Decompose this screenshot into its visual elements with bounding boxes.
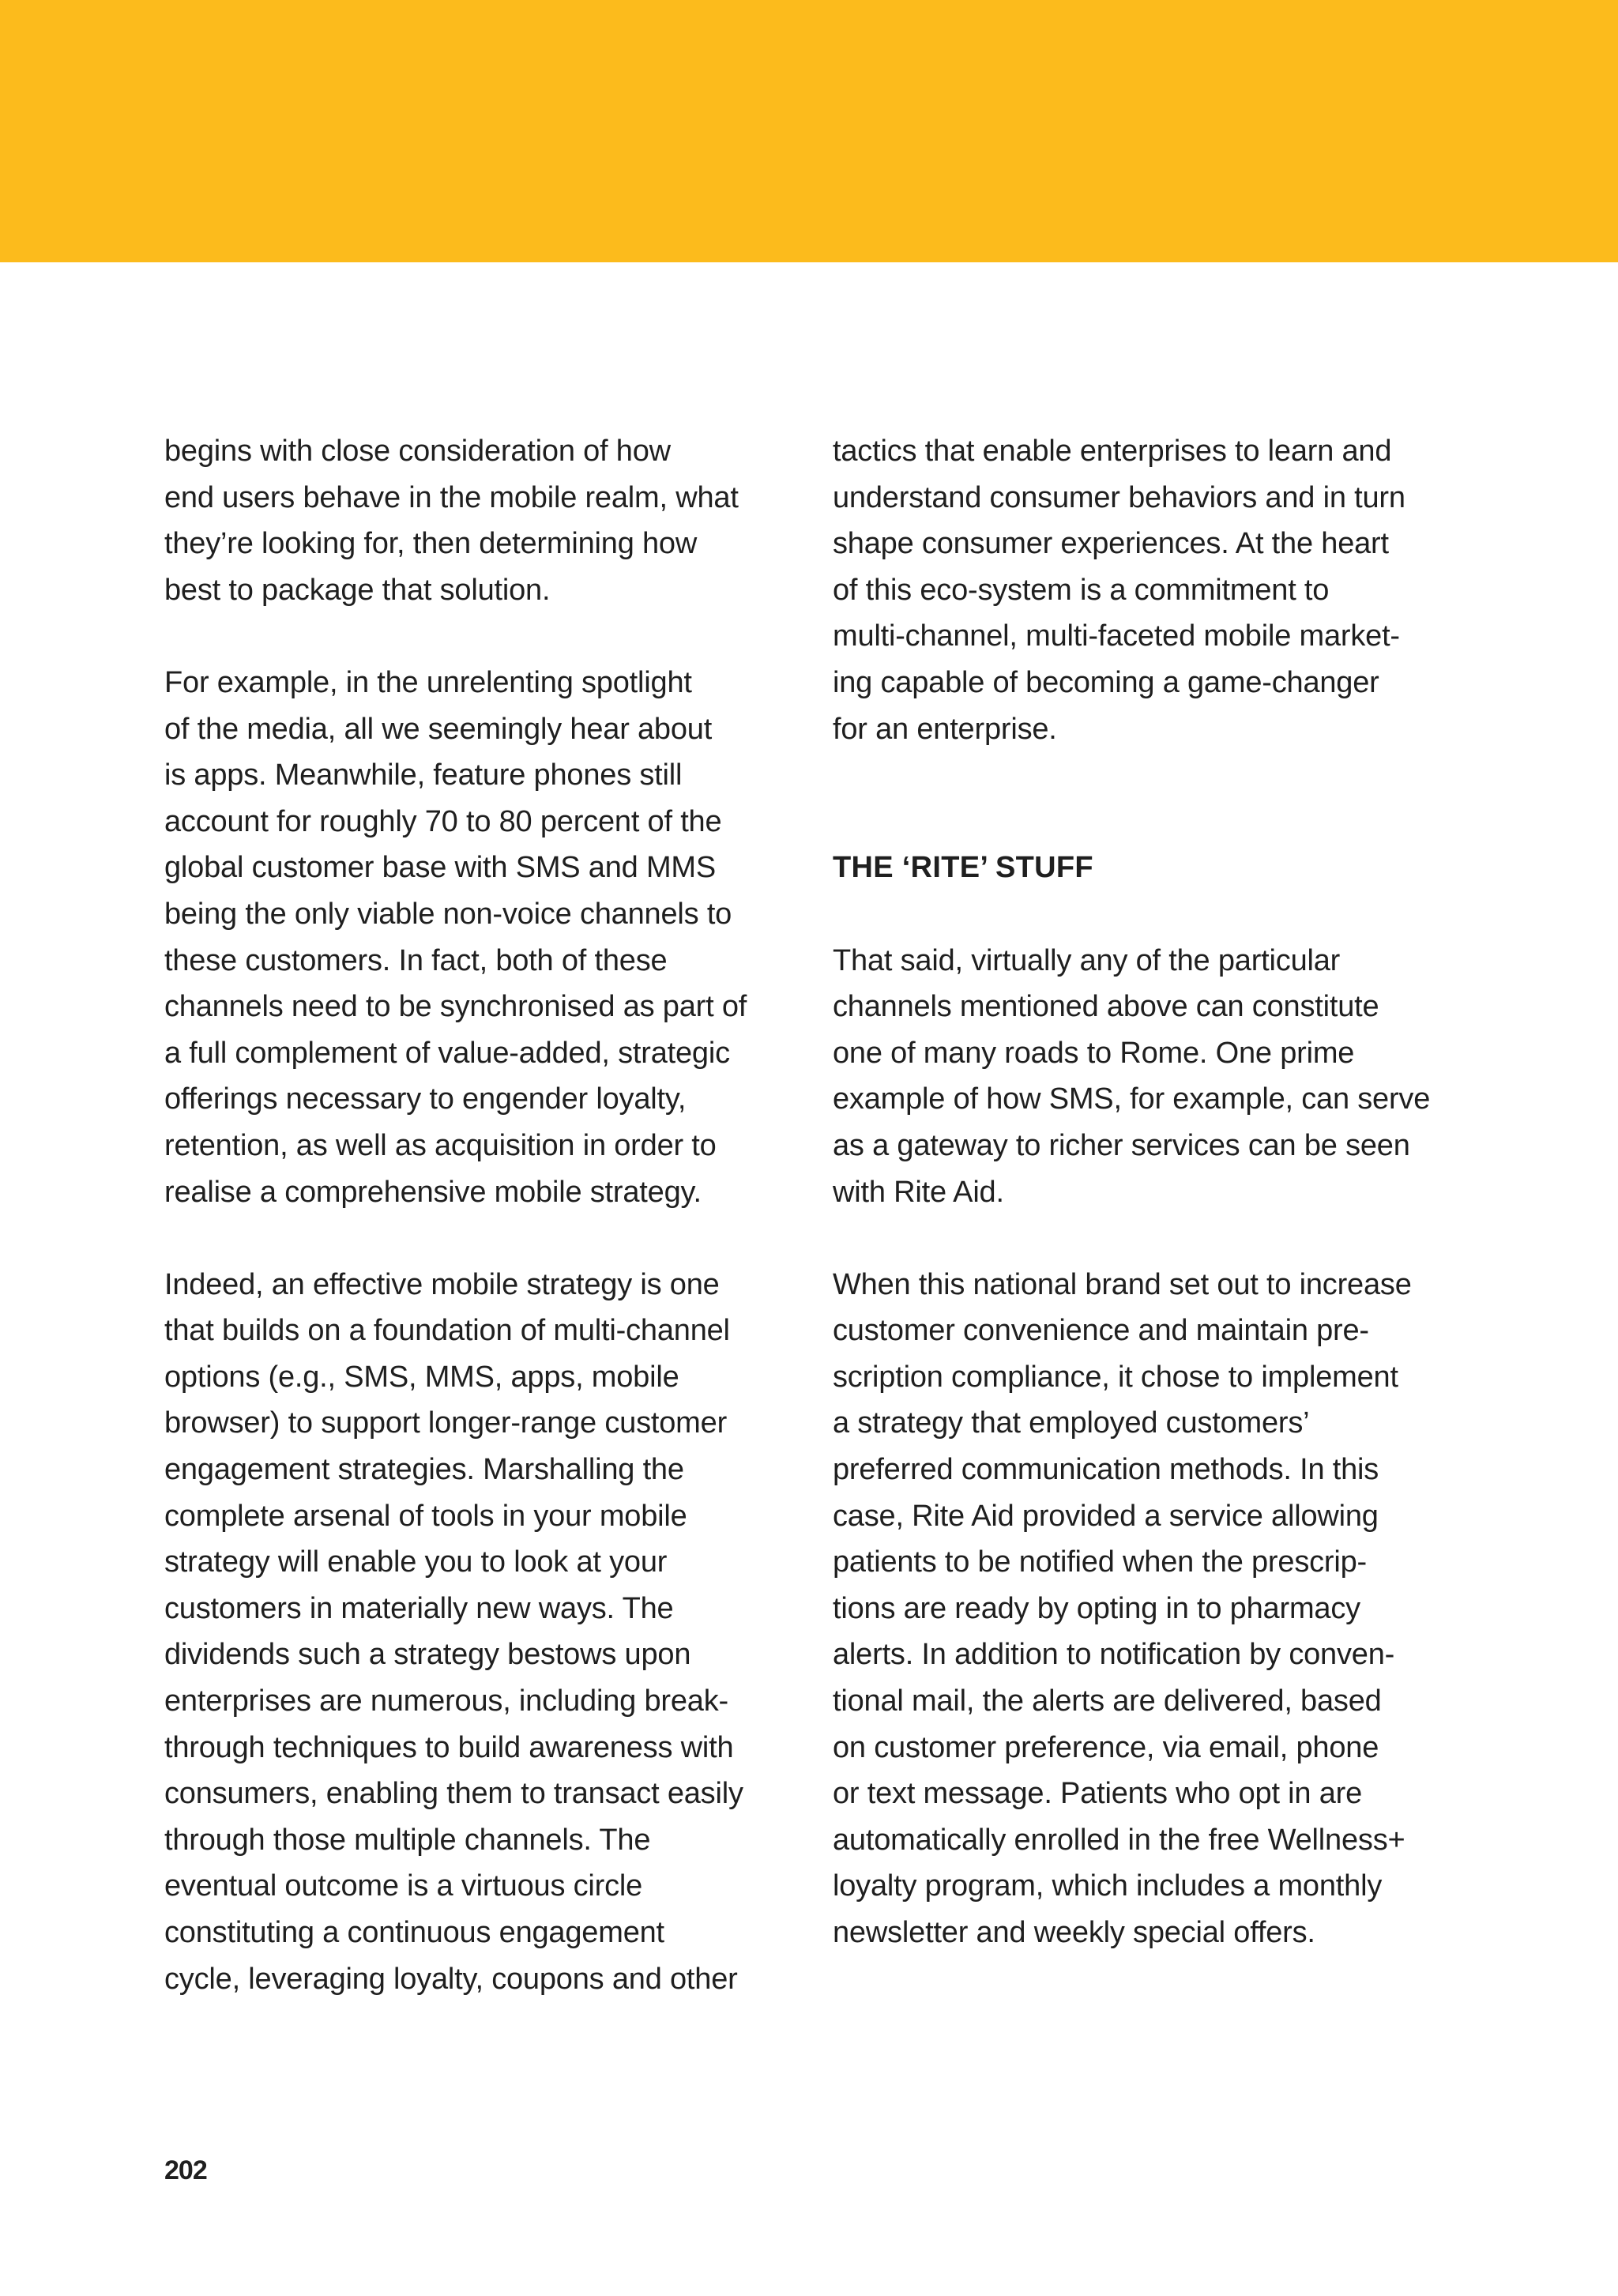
text-line: they’re looking for, then determining how xyxy=(164,527,698,561)
text-line: offerings necessary to engender loyalty, xyxy=(164,1082,687,1116)
right-intro-paragraph xyxy=(833,428,1473,752)
text-line: these customers. In fact, both of these xyxy=(164,943,668,977)
text-line: is apps. Meanwhile, feature phones still xyxy=(164,758,683,792)
text-line: Indeed, an effective mobile strategy is one xyxy=(164,1267,720,1301)
text-line: channels need to be synchronised as part of xyxy=(164,990,747,1024)
text-line: on customer preference, via email, phone xyxy=(833,1730,1379,1764)
text-line: patients to be notified when the prescrip- xyxy=(833,1545,1368,1579)
text-line: shape consumer experiences. At the heart xyxy=(833,527,1389,561)
text-line: cycle, leveraging loyalty, coupons and other xyxy=(164,1962,738,1996)
paragraph-break xyxy=(164,613,804,660)
text-line: eventual outcome is a virtuous circle xyxy=(164,1869,643,1903)
text-line: scription compliance, it chose to implement xyxy=(833,1360,1398,1394)
text-line: a strategy that employed customers’ xyxy=(833,1406,1310,1440)
text-line: example of how SMS, for example, can serve xyxy=(833,1082,1431,1116)
text-line: dividends such a strategy bestows upon xyxy=(164,1638,691,1672)
paragraph-break xyxy=(164,1215,804,1262)
text-line: understand consumer behaviors and in turn xyxy=(833,480,1405,514)
text-line: of the media, all we seemingly hear about xyxy=(164,712,713,746)
text-line: tions are ready by opting in to pharmacy xyxy=(833,1591,1360,1625)
spacer xyxy=(833,752,1473,799)
text-line: engagement strategies. Marshalling the xyxy=(164,1453,684,1487)
text-line: browser) to support longer-range customer xyxy=(164,1406,728,1440)
text-line: alerts. In addition to notification by conven- xyxy=(833,1638,1395,1672)
text-line: a full complement of value-added, strategic xyxy=(164,1036,730,1070)
text-line: automatically enrolled in the free Wellness+ xyxy=(833,1823,1405,1857)
text-line: customers in materially new ways. The xyxy=(164,1591,674,1625)
text-line: through those multiple channels. The xyxy=(164,1823,651,1857)
text-line: preferred communication methods. In this xyxy=(833,1453,1379,1487)
right-text-column xyxy=(833,428,1473,1956)
text-line: customer convenience and maintain pre- xyxy=(833,1314,1369,1348)
text-line: options (e.g., SMS, MMS, apps, mobile xyxy=(164,1360,679,1394)
text-line: being the only viable non-voice channels to xyxy=(164,897,732,931)
text-line: consumers, enabling them to transact easily xyxy=(164,1777,743,1811)
text-line: account for roughly 70 to 80 percent of the xyxy=(164,804,722,838)
text-line: strategy will enable you to look at your xyxy=(164,1545,668,1579)
text-line: for an enterprise. xyxy=(833,712,1057,746)
text-line: retention, as well as acquisition in order to xyxy=(164,1128,717,1162)
section-heading: THE ‘RITE’ STUFF xyxy=(833,851,1093,885)
text-line: That said, virtually any of the particular xyxy=(833,943,1341,977)
text-line: tactics that enable enterprises to learn and xyxy=(833,435,1392,468)
right-body-text xyxy=(833,938,1473,1956)
text-line: begins with close consideration of how xyxy=(164,435,671,468)
text-line: newsletter and weekly special offers. xyxy=(833,1916,1315,1949)
text-line: global customer base with SMS and MMS xyxy=(164,851,717,885)
text-line: one of many roads to Rome. One prime xyxy=(833,1036,1355,1070)
text-line: complete arsenal of tools in your mobile xyxy=(164,1499,687,1533)
text-line: or text message. Patients who opt in are xyxy=(833,1777,1363,1811)
text-line: constituting a continuous engagement xyxy=(164,1916,664,1949)
text-line: through techniques to build awareness with xyxy=(164,1730,734,1764)
text-line: end users behave in the mobile realm, what xyxy=(164,480,739,514)
text-line: with Rite Aid. xyxy=(833,1175,1004,1209)
text-line: multi-channel, multi-faceted mobile market- xyxy=(833,619,1400,653)
text-line: as a gateway to richer services can be seen xyxy=(833,1128,1410,1162)
text-line: tional mail, the alerts are delivered, based xyxy=(833,1684,1382,1718)
text-line: When this national brand set out to increase xyxy=(833,1267,1412,1301)
left-text-column xyxy=(164,428,804,2002)
header-color-band xyxy=(0,0,1618,262)
text-line: loyalty program, which includes a monthly xyxy=(833,1869,1383,1903)
text-line: ing capable of becoming a game-changer xyxy=(833,665,1379,699)
page-number: 202 xyxy=(164,2155,207,2185)
text-line: enterprises are numerous, including break- xyxy=(164,1684,728,1718)
text-line: realise a comprehensive mobile strategy. xyxy=(164,1175,702,1209)
text-line: best to package that solution. xyxy=(164,573,551,607)
spacer xyxy=(833,891,1473,938)
text-line: For example, in the unrelenting spotlight xyxy=(164,665,692,699)
paragraph-break xyxy=(833,1215,1473,1262)
text-line: channels mentioned above can constitute xyxy=(833,990,1379,1024)
text-line: that builds on a foundation of multi-channel xyxy=(164,1314,730,1348)
spacer xyxy=(833,799,1473,845)
text-line: of this eco-system is a commitment to xyxy=(833,573,1330,607)
text-line: case, Rite Aid provided a service allowing xyxy=(833,1499,1379,1533)
